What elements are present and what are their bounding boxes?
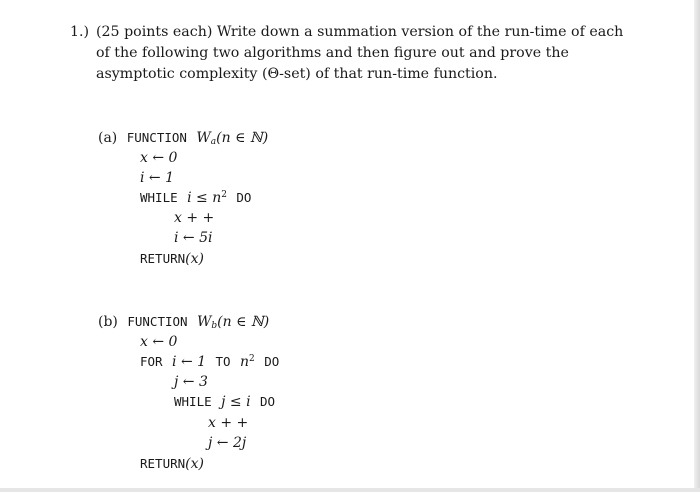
part-a-label: (a)	[98, 130, 118, 146]
part-b-while-line	[174, 394, 275, 410]
part-b-function-keyword: FUNCTION	[127, 314, 188, 329]
part-b-init-j: j ← 3	[174, 374, 208, 390]
part-a-signature: (n ∈ ℕ)	[216, 130, 269, 146]
part-b-for-do-keyword: DO	[264, 354, 280, 369]
part-b-for-keyword: FOR	[140, 354, 163, 369]
part-b-for-limit: n	[240, 354, 250, 370]
part-a-return-keyword: RETURN	[140, 251, 186, 266]
part-b-label: (b)	[98, 314, 118, 330]
part-a-header	[98, 130, 268, 147]
part-a-init-i: i ← 1	[140, 170, 175, 186]
part-b-while-do-keyword: DO	[260, 394, 276, 409]
part-b-body-update: j ← 2j	[208, 435, 247, 451]
page-edge	[694, 0, 700, 492]
part-b-header	[98, 314, 269, 331]
part-b-body-increment: x + +	[208, 415, 249, 431]
part-a-while-line	[140, 190, 251, 206]
part-a-function-keyword: FUNCTION	[126, 130, 187, 145]
part-b-function-name: W	[197, 314, 212, 330]
part-a-return-line	[140, 251, 204, 267]
part-b-signature: (n ∈ ℕ)	[217, 314, 270, 330]
part-b-while-keyword: WHILE	[174, 394, 212, 409]
part-b-for-line	[140, 354, 279, 370]
part-a-body-update: i ← 5i	[174, 230, 213, 246]
part-a-do-keyword: DO	[236, 190, 252, 205]
part-b-init-x: x ← 0	[140, 334, 178, 350]
part-b-return-arg: (x)	[185, 456, 204, 472]
part-a-while-condition: i ≤ n	[187, 190, 222, 206]
part-a-function-subscript: a	[210, 137, 217, 147]
part-a-return-arg: (x)	[185, 251, 204, 267]
problem-number: 1.)	[70, 24, 90, 40]
part-b-while-condition: j ≤ i	[221, 394, 251, 410]
part-b-for-variable: i ← 1	[172, 354, 207, 370]
part-a-function-name: W	[196, 130, 211, 146]
part-b-return-keyword: RETURN	[140, 456, 186, 471]
part-a-init-x: x ← 0	[140, 150, 178, 166]
part-b-return-line	[140, 456, 204, 472]
page-bottom-edge	[0, 488, 700, 492]
problem-statement	[70, 22, 630, 85]
part-b-for-exponent: 2	[249, 354, 255, 364]
part-b-function-subscript: b	[211, 321, 218, 331]
part-a-body-increment: x + +	[174, 210, 215, 226]
part-a-while-exponent: 2	[221, 190, 227, 200]
part-a-while-keyword: WHILE	[140, 190, 178, 205]
problem-text: (25 points each) Write down a summation version of the run-time of each of the following two algorithms and then figure out and prove the asymptotic complexity (Θ-set) of that run-time function.	[96, 24, 624, 82]
part-b-to-keyword: TO	[215, 354, 231, 369]
